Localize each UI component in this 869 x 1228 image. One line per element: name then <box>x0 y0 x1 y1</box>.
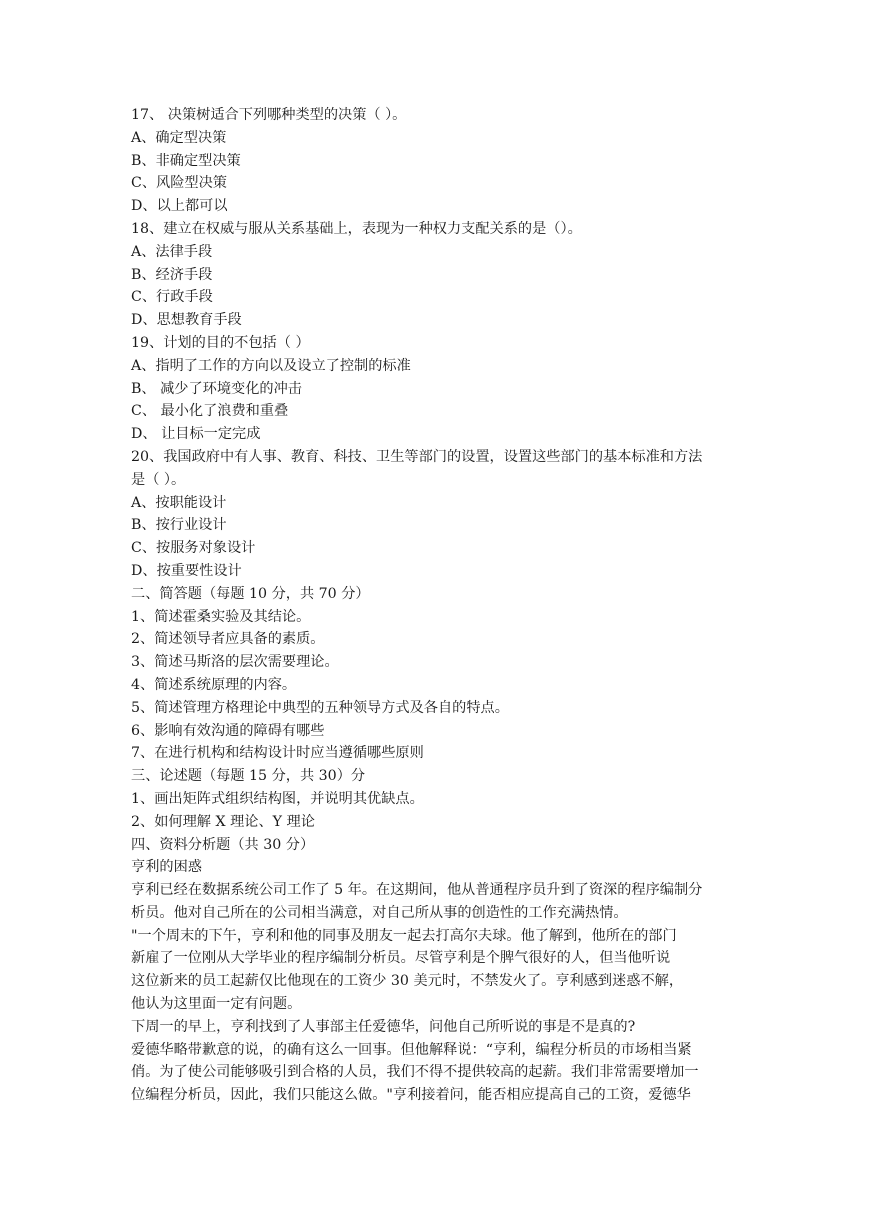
question-20-line-2: 是（ ）。 <box>131 471 186 488</box>
short-answer-6: 6、影响有效沟通的障碍有哪些 <box>131 722 325 739</box>
option-20-b: B、按行业设计 <box>131 517 227 534</box>
option-18-b: B、经济手段 <box>131 266 213 283</box>
option-18-d: D、思想教育手段 <box>131 312 242 329</box>
option-18-c: C、行政手段 <box>131 289 213 306</box>
case-title: 亨利的困惑 <box>131 859 202 876</box>
essay-2: 2、如何理解 X 理论、Y 理论 <box>131 813 315 830</box>
short-answer-1: 1、简述霍桑实验及其结论。 <box>131 608 311 625</box>
question-18: 18、建立在权威与服从关系基础上，表现为一种权力支配关系的是（）。 <box>131 220 582 237</box>
essay-1: 1、画出矩阵式组织结构图，并说明其优缺点。 <box>131 790 424 807</box>
option-19-d: D、 让目标一定完成 <box>131 426 261 443</box>
option-19-b: B、 减少了环境变化的冲击 <box>131 380 302 397</box>
section-essay-heading: 三、论述题（每题 15 分，共 30）分 <box>131 768 366 785</box>
option-18-a: A、法律手段 <box>131 243 213 260</box>
section-short-answer-heading: 二、简答题（每题 10 分，共 70 分） <box>131 585 370 602</box>
question-20-line-1: 20、我国政府中有人事、教育、科技、卫生等部门的设置，设置这些部门的基本标准和方法 <box>131 448 703 465</box>
short-answer-5: 5、简述管理方格理论中典型的五种领导方式及各自的特点。 <box>131 699 509 716</box>
case-paragraph-line: 俏。为了使公司能够吸引到合格的人员，我们不得不提供较高的起薪。我们非常需要增加一 <box>131 1064 699 1081</box>
case-paragraph-line: 析员。他对自己所在的公司相当满意，对自己所从事的创造性的工作充满热情。 <box>131 904 628 921</box>
option-19-a: A、指明了工作的方向以及设立了控制的标准 <box>131 357 411 374</box>
option-17-b: B、非确定型决策 <box>131 152 241 169</box>
option-19-c: C、 最小化了浪费和重叠 <box>131 403 289 420</box>
case-paragraph-line: "一个周末的下午，亨利和他的同事及朋友一起去打高尔夫球。他了解到，他所在的部门 <box>131 927 677 944</box>
option-17-c: C、风险型决策 <box>131 175 227 192</box>
case-paragraph-line: 新雇了一位刚从大学毕业的程序编制分析员。尽管亨利是个脾气很好的人，但当他听说 <box>131 950 671 967</box>
short-answer-4: 4、简述系统原理的内容。 <box>131 676 297 693</box>
option-20-d: D、按重要性设计 <box>131 562 242 579</box>
short-answer-7: 7、在进行机构和结构设计时应当遵循哪些原则 <box>131 745 424 762</box>
short-answer-2: 2、简述领导者应具备的素质。 <box>131 631 325 648</box>
question-19: 19、计划的目的不包括（ ） <box>131 334 310 351</box>
question-17: 17、 决策树适合下列哪种类型的决策（ ）。 <box>131 107 407 123</box>
case-paragraph-line: 位编程分析员，因此，我们只能这么做。"亨利接着问，能否相应提高自己的工资，爱德华 <box>131 1087 691 1104</box>
case-paragraph-line: 爱德华略带歉意的说，的确有这么一回事。但他解释说：“亨利，编程分析员的市场相当紧 <box>131 1041 692 1058</box>
case-paragraph-line: 他认为这里面一定有问题。 <box>131 996 302 1013</box>
section-case-analysis-heading: 四、资料分析题（共 30 分） <box>131 836 315 853</box>
short-answer-3: 3、简述马斯洛的层次需要理论。 <box>131 654 339 671</box>
document-body <box>131 104 741 1107</box>
case-paragraph-line: 下周一的早上，亨利找到了人事部主任爱德华，问他自己所听说的事是不是真的? <box>131 1018 636 1035</box>
option-17-d: D、以上都可以 <box>131 198 228 215</box>
option-20-c: C、按服务对象设计 <box>131 540 256 557</box>
option-20-a: A、按职能设计 <box>131 494 227 511</box>
case-paragraph-line: 亨利已经在数据系统公司工作了 5 年。在这期间，他从普通程序员升到了资深的程序编制分 <box>131 882 703 899</box>
case-paragraph-line: 这位新来的员工起薪仅比他现在的工资少 30 美元时，不禁发火了。亨利感到迷惑不解， <box>131 973 684 990</box>
option-17-a: A、确定型决策 <box>131 129 227 146</box>
